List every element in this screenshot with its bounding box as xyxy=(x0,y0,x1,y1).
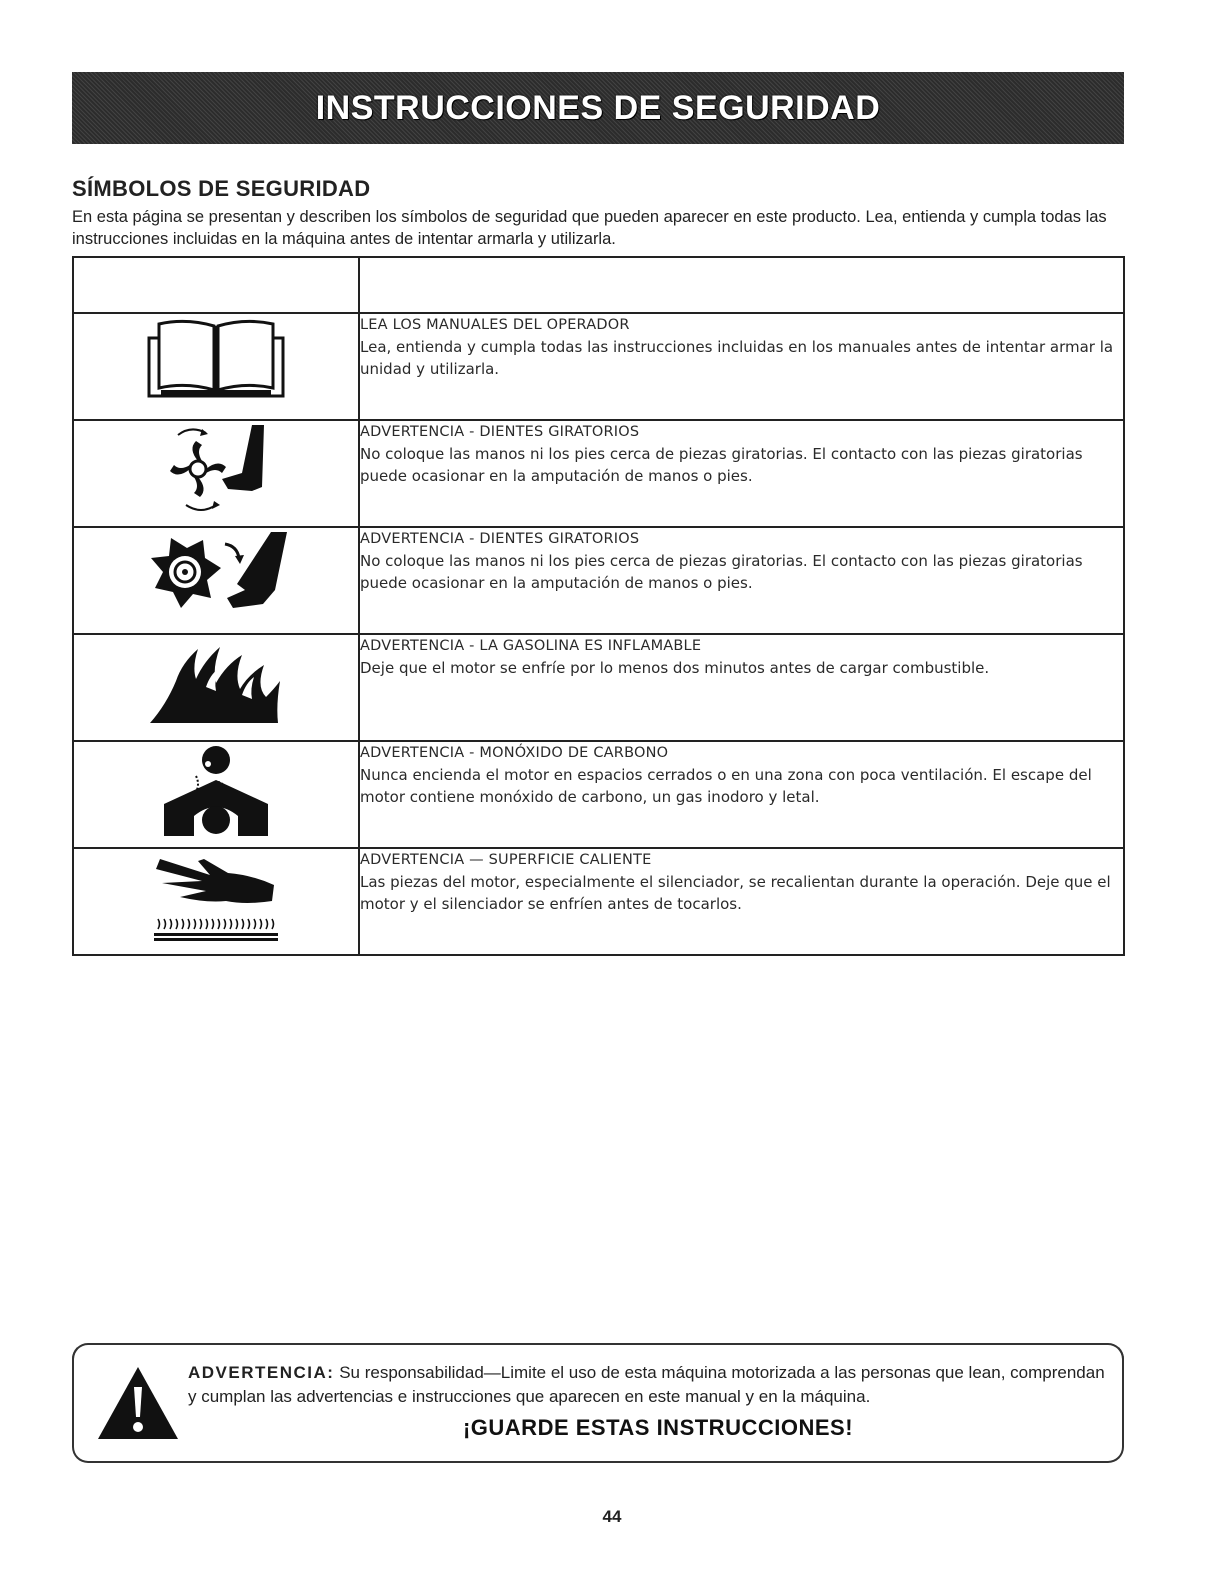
carbon-monoxide-icon xyxy=(156,742,276,838)
row-title: ADVERTENCIA - MONÓXIDO DE CARBONO xyxy=(360,745,669,761)
flame-icon xyxy=(146,635,286,725)
intro-paragraph xyxy=(72,206,1124,250)
row-description: Las piezas del motor, especialmente el silenciador, se recalientan durante la operación. Deje que el motor y el silenciador se enfríen antes de tocarlos. xyxy=(360,873,1111,913)
symbol-cell xyxy=(73,741,359,848)
table-row xyxy=(73,420,1124,527)
symbol-cell xyxy=(73,848,359,955)
description-cell xyxy=(359,420,1124,527)
warning-box xyxy=(72,1343,1124,1463)
row-description: Deje que el motor se enfríe por lo menos dos minutos antes de cargar combustible. xyxy=(360,659,990,677)
row-title: ADVERTENCIA — SUPERFICIE CALIENTE xyxy=(360,852,652,868)
page-number: 44 xyxy=(602,1507,622,1526)
hot-surface-icon xyxy=(146,849,286,945)
symbol-cell xyxy=(73,313,359,420)
warning-message: Su responsabilidad—Limite el uso de esta máquina motorizada a las personas que lean, comprendan y cumplan las advertencias e instrucciones que aparecen en este manual y en la máquina. xyxy=(188,1363,1105,1406)
table-row xyxy=(73,527,1124,634)
description-cell xyxy=(359,313,1124,420)
description-cell xyxy=(359,527,1124,634)
table-header-row xyxy=(73,257,1124,313)
intro-line-2: instrucciones incluidas en la máquina antes de intentar armarla y utilizarla. xyxy=(72,230,616,248)
table-row xyxy=(73,741,1124,848)
row-title: ADVERTENCIA - LA GASOLINA ES INFLAMABLE xyxy=(360,638,702,654)
description-cell xyxy=(359,848,1124,955)
row-description: Nunca encienda el motor en espacios cerrados o en una zona con poca ventilación. El escape del motor contiene monóxido de carbono, un gas inodoro y letal. xyxy=(360,766,1092,806)
row-title: ADVERTENCIA - DIENTES GIRATORIOS xyxy=(360,531,640,547)
table-row xyxy=(73,634,1124,741)
safety-symbols-table xyxy=(72,256,1125,956)
description-cell xyxy=(359,741,1124,848)
rotating-tines-foot-icon xyxy=(156,421,276,517)
symbol-cell xyxy=(73,420,359,527)
symbol-cell xyxy=(73,527,359,634)
table-row xyxy=(73,313,1124,420)
warning-text xyxy=(188,1361,1108,1409)
page-banner xyxy=(72,72,1124,144)
rotating-tines-hand-icon xyxy=(141,528,291,624)
header-cell-meaning xyxy=(359,257,1124,313)
description-cell xyxy=(359,634,1124,741)
header-cell-symbol xyxy=(73,257,359,313)
table-row xyxy=(73,848,1124,955)
operator-manual-icon xyxy=(141,314,291,404)
warning-label: ADVERTENCIA: xyxy=(188,1363,335,1382)
banner-title: INSTRUCCIONES DE SEGURIDAD xyxy=(315,88,881,127)
row-description: No coloque las manos ni los pies cerca de piezas giratorias. El contacto con las piezas giratorias puede ocasionar en la amputación de manos o pies. xyxy=(360,445,1083,485)
intro-line-1: En esta página se presentan y describen los símbolos de seguridad que pueden aparecer en este producto. Lea, entienda y cumpla todas las xyxy=(72,208,1107,226)
row-description: Lea, entienda y cumpla todas las instrucciones incluidas en los manuales antes de intentar armar la unidad y utilizarla. xyxy=(360,338,1114,378)
row-title: ADVERTENCIA - DIENTES GIRATORIOS xyxy=(360,424,640,440)
row-title: LEA LOS MANUALES DEL OPERADOR xyxy=(360,317,630,333)
symbol-cell xyxy=(73,634,359,741)
section-title: SÍMBOLOS DE SEGURIDAD xyxy=(72,176,371,201)
row-description: No coloque las manos ni los pies cerca de piezas giratorias. El contacto con las piezas giratorias puede ocasionar en la amputación de manos o pies. xyxy=(360,552,1083,592)
save-instructions-title: ¡GUARDE ESTAS INSTRUCCIONES! xyxy=(462,1415,854,1440)
